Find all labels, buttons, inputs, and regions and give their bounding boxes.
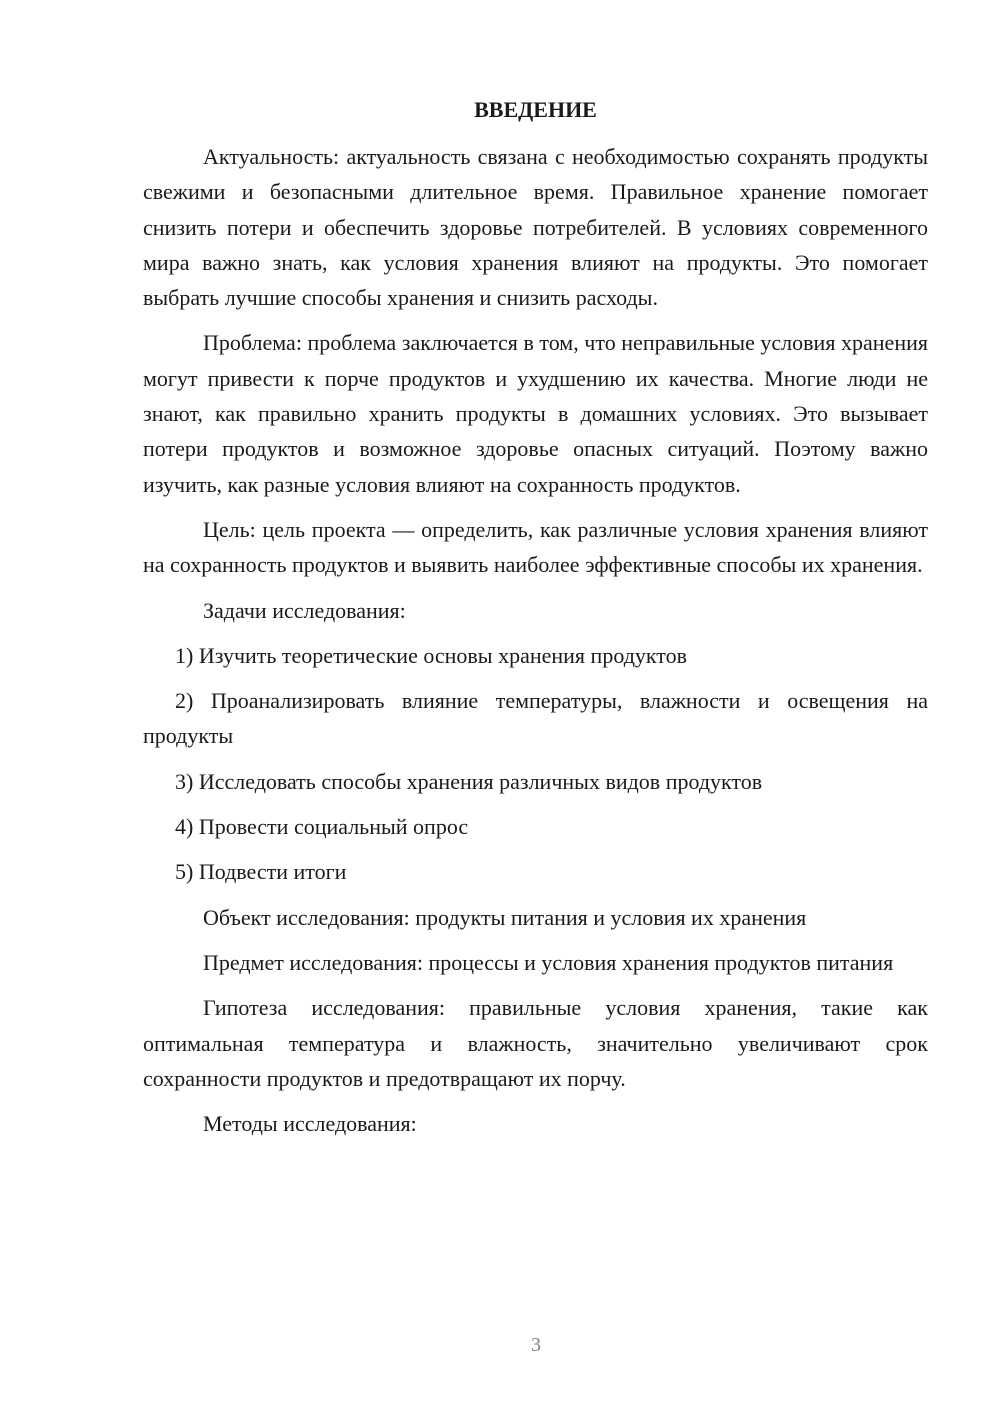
hypothesis-paragraph: Гипотеза исследования: правильные условия хранения, такие как оптимальная температура и влажность, значительно увеличивают срок сохранности продуктов и предотвращают их порчу. [143,995,928,1091]
object-paragraph: Объект исследования: продукты питания и условия их хранения [203,904,807,930]
relevance-paragraph: Актуальность: актуальность связана с необходимостью сохранять продукты свежими и безопасными длительное время. Правильное хранение помогает снизить потери и обеспечить здоровье потребителей. В условиях современного мира важно знать, как условия хранения влияют на продукты. Это помогает выбрать лучшие способы хранения и снизить расходы. [143,144,928,311]
task-item-2: 2) Проанализировать влияние температуры, влажности и освещения на продукты [143,688,928,749]
task-item-5: 5) Подвести итоги [175,859,347,885]
tasks-heading: Задачи исследования: [203,597,406,623]
task-item-3: 3) Исследовать способы хранения различных видов продуктов [175,768,763,794]
problem-paragraph: Проблема: проблема заключается в том, что неправильные условия хранения могут привести к порче продуктов и ухудшению их качества. Многие люди не знают, как правильно хранить продукты в домашних условиях. Это вызывает потери продуктов и возможное здоровье опасных ситуаций. Поэтому важно изучить, как разные условия влияют на сохранность продуктов. [143,330,928,497]
task-item-4: 4) Провести социальный опрос [175,814,469,840]
page-content [143,95,928,1151]
goal-paragraph: Цель: цель проекта — определить, как различные условия хранения влияют на сохранность продуктов и выявить наиболее эффективные способы их хранения. [143,516,928,578]
subject-paragraph: Предмет исследования: процессы и условия хранения продуктов питания [203,949,894,975]
methods-heading: Методы исследования: [203,1111,417,1137]
page-number: 3 [531,1334,541,1356]
task-item-1: 1) Изучить теоретические основы хранения продуктов [175,642,687,668]
section-title: ВВЕДЕНИЕ [474,97,597,122]
